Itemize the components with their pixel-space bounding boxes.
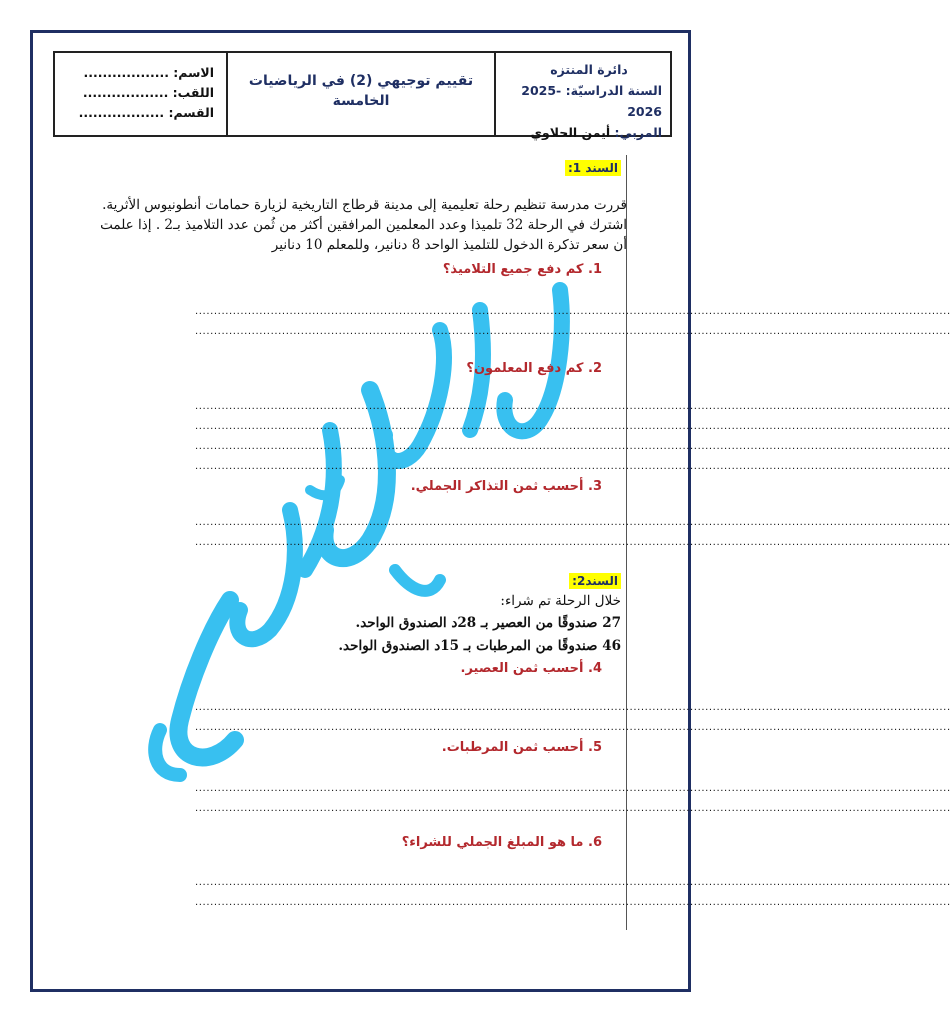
school-info [494,53,670,140]
section2-item2: 46 صندوقًا من المرطبات بـ 15د الصندوق الواحد. [338,638,621,654]
section2-label: السند2: [569,573,621,589]
question-3: 3. أحسب ثمن التذاكر الجملي. [410,479,602,494]
question-4: 4. أحسب ثمن العصير. [460,661,602,676]
exam-title-line1: تقييم توجيهي (2) في الرياضيات [248,73,474,89]
school-year-value: 2025-2026 [521,83,662,119]
question-1: 1. كم دفع جميع التلاميذ؟ [442,262,602,277]
header-table [53,51,672,140]
section2-intro: خلال الرحلة تم شراء: [500,593,621,609]
answer-line[interactable]: ........................................................................................................................................................................................................ [195,326,951,337]
question-5: 5. أحسب ثمن المرطبات. [441,740,602,755]
section1-line2: اشترك في الرحلة 32 تلميذا وعدد المعلمين المرافقين أكثر من ثُمن عدد التلاميذ بـ2 . إذا علمت [100,217,627,233]
answer-line[interactable]: ........................................................................................................................................................................................................ [195,877,951,888]
answer-line[interactable]: ........................................................................................................................................................................................................ [195,783,951,794]
teacher [496,122,662,143]
school-year-label: السنة الدراسيّة: [565,83,662,98]
answer-line[interactable]: ........................................................................................................................................................................................................ [195,517,951,528]
question-6: 6. ما هو المبلغ الجملي للشراء؟ [401,835,602,850]
class-field[interactable]: القسم: .................. [78,105,214,120]
answer-line[interactable]: ........................................................................................................................................................................................................ [195,537,951,548]
section1-line1: قررت مدرسة تنظيم رحلة تعليمية إلى مدينة قرطاج التاريخية لزيارة حمامات أنطونيوس الأثرية. [102,197,627,213]
section2-item1: 27 صندوقًا من العصير بـ 28د الصندوق الواحد. [355,615,621,631]
section1-line3: أن سعر تذكرة الدخول للتلميذ الواحد 8 دنانير، وللمعلم 10 دنانير [271,237,627,253]
answer-line[interactable]: ........................................................................................................................................................................................................ [195,306,951,317]
student-info [55,53,226,135]
question-2: 2. كم دفع المعلمون؟ [466,361,602,376]
surname-field[interactable]: اللقب: .................. [82,85,214,100]
answer-line[interactable]: ........................................................................................................................................................................................................ [195,722,951,733]
answer-line[interactable]: ........................................................................................................................................................................................................ [195,803,951,814]
exam-title [226,53,494,135]
directorate: دائرة المنتزه [550,62,628,77]
answer-line[interactable]: ........................................................................................................................................................................................................ [195,897,951,908]
name-field[interactable]: الاسم: .................. [83,65,214,80]
teacher-label: المربي: [614,125,662,140]
teacher-name: أيمن الحلاوي [530,125,611,140]
answer-line[interactable]: ........................................................................................................................................................................................................ [195,702,951,713]
answer-line[interactable]: ........................................................................................................................................................................................................ [195,401,951,412]
answer-line[interactable]: ........................................................................................................................................................................................................ [195,441,951,452]
exam-title-line2: الخامسة [332,93,390,109]
answer-line[interactable]: ........................................................................................................................................................................................................ [195,421,951,432]
school-year [496,80,662,122]
answer-line[interactable]: ........................................................................................................................................................................................................ [195,461,951,472]
section1-label: السند 1: [565,160,621,176]
